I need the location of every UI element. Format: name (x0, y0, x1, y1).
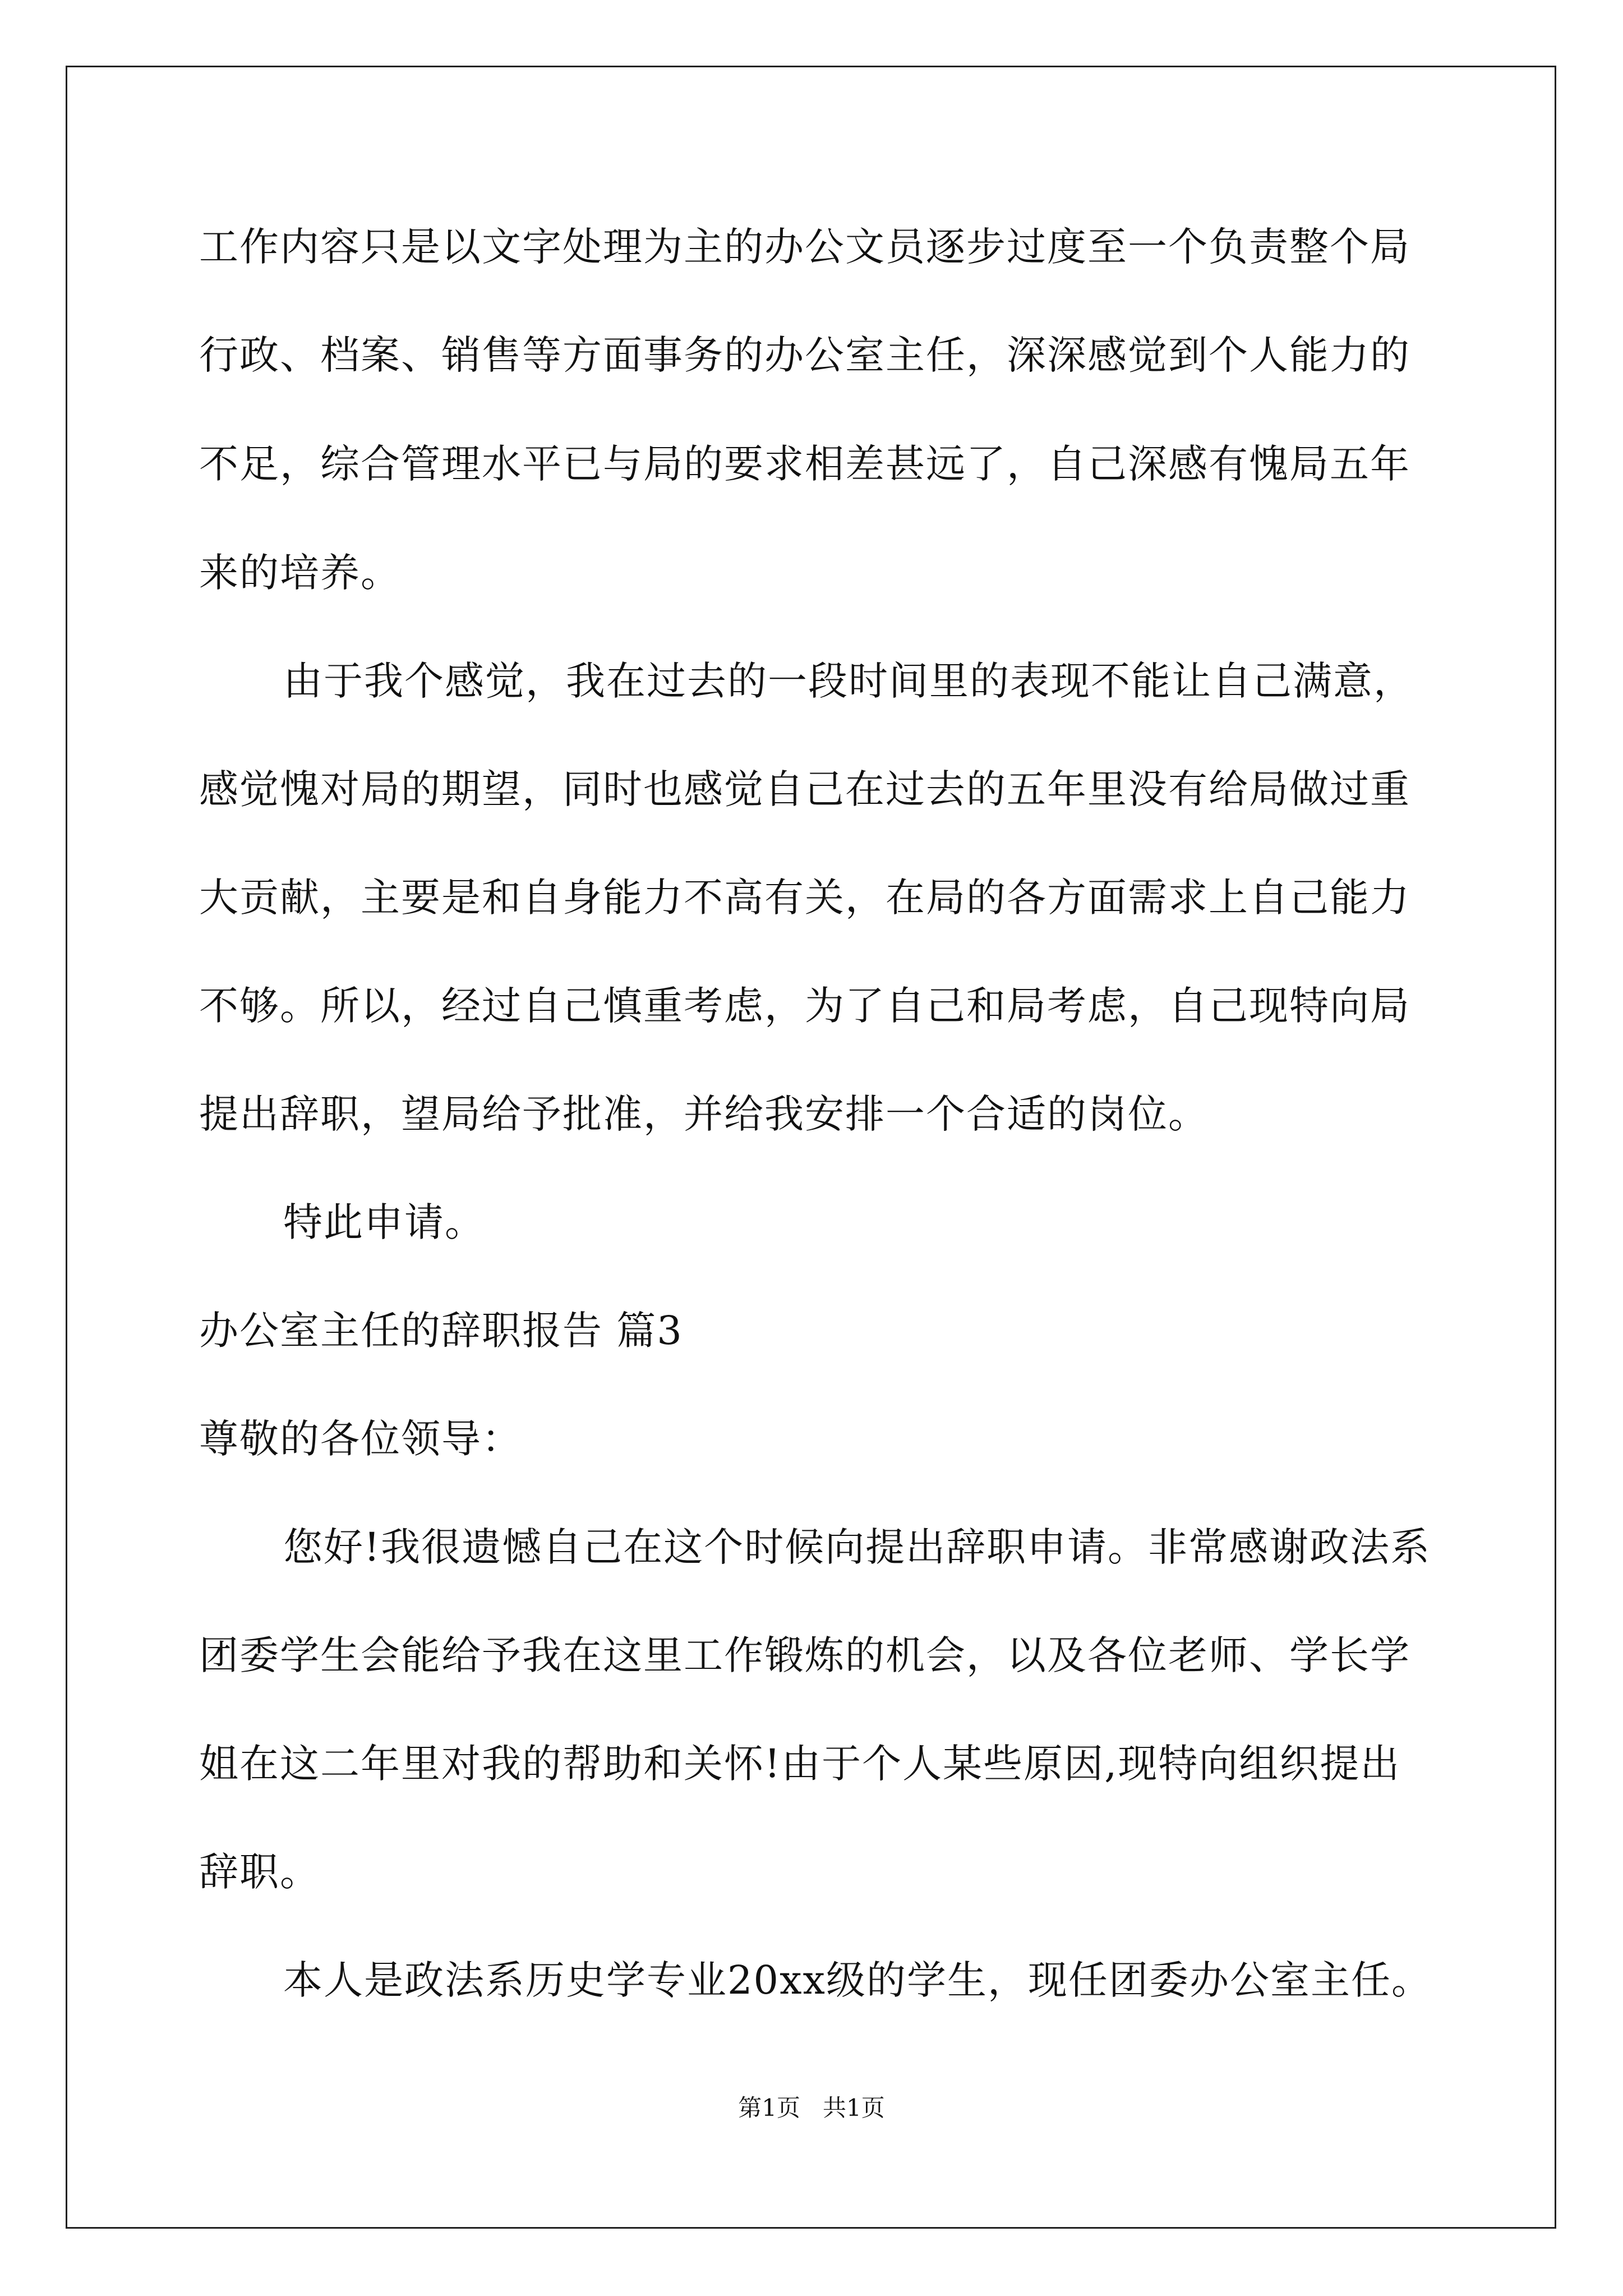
text-line-6: 感觉愧对局的期望，同时也感觉自己在过去的五年里没有给局做过重 (199, 766, 1410, 812)
text-line-15: 姐在这二年里对我的帮助和关怀!由于个人某些原因,现特向组织提出 (199, 1741, 1401, 1787)
text-line-17: 本人是政法系历史学专业20xx级的学生，现任团委办公室主任。 (283, 1957, 1432, 2003)
text-line-3: 不足，综合管理水平已与局的要求相差甚远了，自己深感有愧局五年 (199, 441, 1410, 487)
section-heading: 办公室主任的辞职报告 篇3 (199, 1308, 683, 1354)
text-line-5: 由于我个感觉，我在过去的一段时间里的表现不能让自己满意， (283, 658, 1414, 704)
text-line-13: 您好!我很遗憾自己在这个时候向提出辞职申请。非常感谢政法系 (283, 1524, 1431, 1570)
text-line-4: 来的培养。 (199, 550, 401, 596)
page-footer: 第1页 共1页 (738, 2094, 885, 2122)
page-border (66, 66, 1556, 2229)
text-line-2: 行政、档案、销售等方面事务的办公室主任，深深感觉到个人能力的 (199, 332, 1410, 378)
salutation: 尊敬的各位领导： (199, 1416, 522, 1462)
text-line-8: 不够。所以，经过自己慎重考虑，为了自己和局考虑，自己现特向局 (199, 983, 1410, 1029)
text-line-7: 大贡献，主要是和自身能力不高有关，在局的各方面需求上自己能力 (199, 875, 1410, 921)
text-line-1: 工作内容只是以文字处理为主的办公文员逐步过度至一个负责整个局 (199, 224, 1410, 270)
text-line-10: 特此申请。 (283, 1199, 485, 1245)
text-line-16: 辞职。 (199, 1849, 320, 1895)
text-line-14: 团委学生会能给予我在这里工作锻炼的机会，以及各位老师、学长学 (199, 1632, 1410, 1678)
text-line-9: 提出辞职，望局给予批准，并给我安排一个合适的岗位。 (199, 1091, 1209, 1137)
